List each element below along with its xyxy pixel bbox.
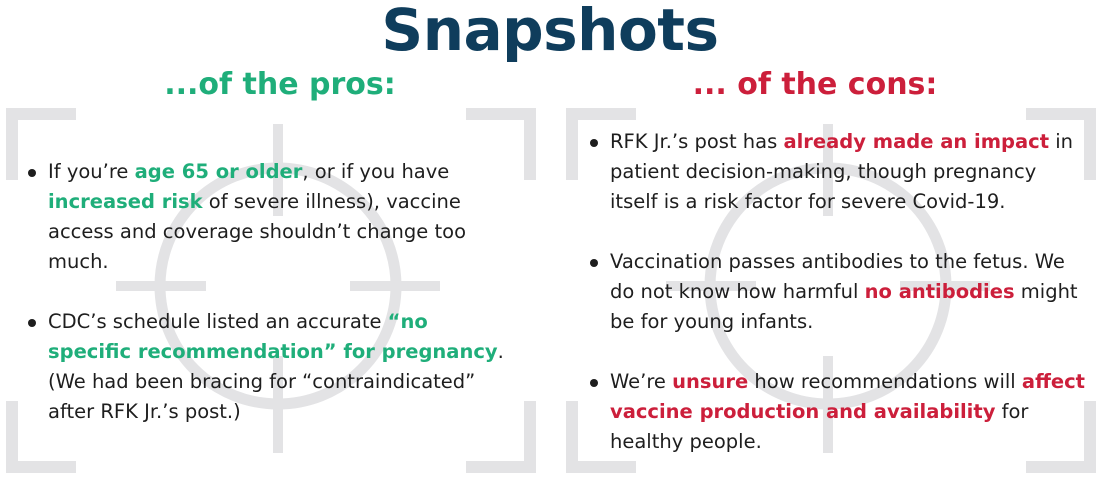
cons-list xyxy=(588,127,1088,481)
pros-item xyxy=(26,307,506,427)
pros-item-text: . (We had been bracing for “contraindicated” after RFK Jr.’s post.) xyxy=(48,340,504,423)
cons-item xyxy=(588,127,1088,217)
page-title: Snapshots xyxy=(381,0,719,64)
cons-item-text: for healthy people. xyxy=(610,400,1029,453)
bullet-dot xyxy=(590,259,598,267)
cons-heading: ... of the cons: xyxy=(692,67,938,102)
cons-item-text: in patient decision-making, though pregnancy itself is a risk factor for severe Covid-19. xyxy=(610,130,1074,213)
pros-item-text: , or if you have xyxy=(302,160,450,183)
pros-item-text: of severe illness), vaccine access and coverage shouldn’t change too much. xyxy=(48,190,466,273)
pros-item-highlight: age 65 or older xyxy=(134,160,303,183)
cons-item xyxy=(588,247,1088,337)
cons-item-text: might be for young infants. xyxy=(610,280,1078,333)
cons-item-highlight: already made an impact xyxy=(783,130,1050,153)
cons-item-highlight: affect vaccine production and availability xyxy=(610,370,1085,423)
cons-item-text: how recommendations will xyxy=(748,370,1022,393)
cons-item xyxy=(588,367,1088,457)
bullet-dot xyxy=(590,139,598,147)
pros-list xyxy=(26,157,506,457)
bullet-dot xyxy=(590,379,598,387)
bullet-dot xyxy=(28,169,36,177)
pros-item-text: CDC’s schedule listed an accurate xyxy=(48,310,388,333)
cons-item-highlight: no antibodies xyxy=(864,280,1015,303)
pros-item-highlight: increased risk xyxy=(48,190,203,213)
cons-item-highlight: unsure xyxy=(672,370,749,393)
pros-item xyxy=(26,157,506,277)
cons-item-text: We’re xyxy=(610,370,673,393)
cons-item-text: Vaccination passes antibodies to the fetus. We do not know how harmful xyxy=(610,250,1065,303)
pros-item-highlight: “no specific recommendation” for pregnancy xyxy=(48,310,498,363)
pros-heading: ...of the pros: xyxy=(164,67,396,102)
cons-item-text: RFK Jr.’s post has xyxy=(610,130,784,153)
bullet-dot xyxy=(28,319,36,327)
pros-item-text: If you’re xyxy=(48,160,135,183)
